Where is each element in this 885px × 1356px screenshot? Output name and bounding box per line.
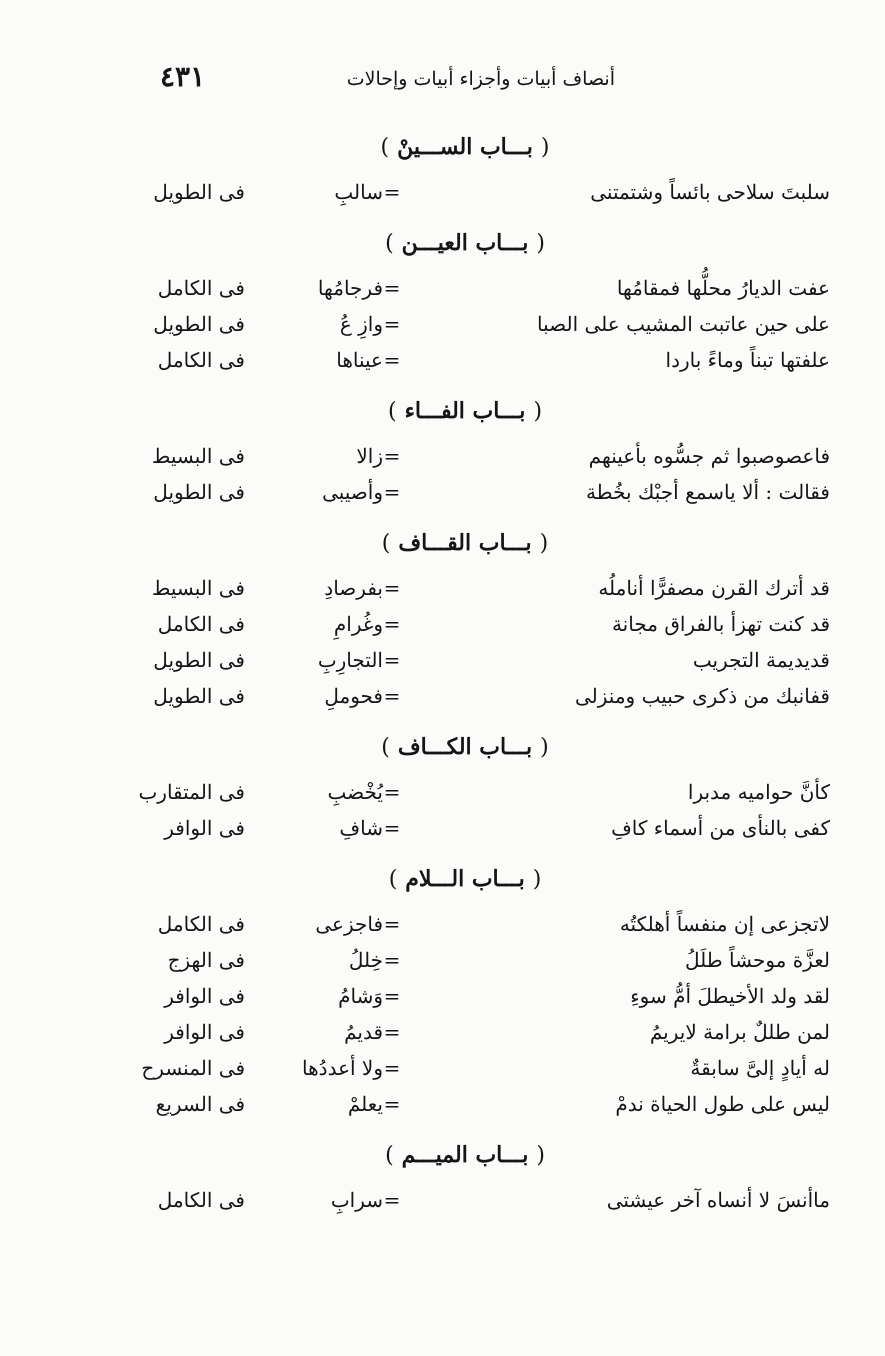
rhyme-word: سالبِ [334, 180, 383, 204]
verse-entry [150, 678, 830, 714]
page-header [160, 60, 615, 100]
verse-first-half: قفانبك من ذكرى حبيب ومنزلى [575, 684, 830, 708]
chapter-title: بـــاب الـــلام [405, 866, 525, 892]
equals-sign: = [383, 1056, 401, 1080]
meter-name: فى الوافر [164, 984, 245, 1008]
verse-entry [150, 474, 830, 510]
equals-sign: = [383, 780, 401, 804]
verse-first-half: ماأنسَ لا أنساه آخر عيشتى [606, 1188, 830, 1212]
verse-first-half: كأنَّ حواميه مدبرا [687, 780, 830, 804]
rhyme-word: فحوملِ [324, 684, 383, 708]
verse-first-half: كفى بالنأى من أسماء كافِ [611, 816, 830, 840]
meter-name: فى الكامل [157, 612, 245, 636]
verse-first-half: علفتها تبناً وماءً باردا [665, 348, 830, 372]
paren-close: ) [381, 735, 390, 760]
rhyme-word: وأصيبى [322, 480, 383, 504]
paren-open: ( [532, 867, 542, 892]
meter-name: فى الطويل [153, 312, 245, 336]
verse-first-half: قد أترك القرن مصفرًّا أناملُه [598, 576, 830, 600]
verse-entry [150, 1086, 830, 1122]
chapter-title: بـــاب العيـــن [401, 230, 529, 256]
rhyme-word: التجارِبِ [317, 648, 383, 672]
verse-entry [150, 906, 830, 942]
meter-name: فى الهزج [167, 948, 245, 972]
verse-entry [150, 1182, 830, 1218]
paren-open: ( [536, 231, 545, 256]
verse-entry [150, 270, 830, 306]
verse-entry [141, 1050, 830, 1086]
rhyme-word: عيناها [336, 348, 383, 372]
rhyme-word: فرجامُها [317, 276, 383, 300]
chapter-section [141, 860, 830, 1122]
rhyme-word: وَشامُ [338, 984, 383, 1008]
meter-name: فى الوافر [164, 816, 245, 840]
paren-open: ( [539, 531, 549, 556]
meter-name: فى الكامل [157, 912, 245, 936]
paren-close: ) [387, 399, 397, 424]
chapter-heading [150, 860, 830, 898]
verse-entry [150, 942, 830, 978]
verse-index [138, 128, 830, 1232]
verse-first-half: على حين عاتبت المشيب على الصبا [537, 312, 830, 336]
verse-entry [150, 342, 830, 378]
paren-close: ) [385, 231, 394, 256]
chapter-heading [150, 1136, 830, 1174]
paren-open: ( [540, 735, 549, 760]
meter-name: فى المنسرح [141, 1056, 245, 1080]
meter-name: فى الوافر [164, 1020, 245, 1044]
verse-first-half: فاعصوصبوا ثم جسُّوه بأعينهم [588, 444, 830, 468]
meter-name: فى البسيط [151, 444, 245, 468]
rhyme-word: ولا أعددُها [302, 1056, 383, 1080]
equals-sign: = [383, 912, 401, 936]
chapter-title: بـــاب الفـــاء [404, 398, 526, 424]
paren-open: ( [533, 399, 543, 424]
verse-first-half: عفت الديارُ محلُّها فمقامُها [616, 276, 830, 300]
chapter-section [150, 224, 830, 378]
chapter-title: بـــاب القـــاف [398, 530, 532, 556]
chapter-section [150, 392, 830, 510]
rhyme-word: فاجزعى [315, 912, 383, 936]
meter-name: فى السريع [155, 1092, 245, 1116]
running-title: أنصاف أبيات وأجزاء أبيات وإحالات [346, 68, 615, 90]
verse-first-half: سلبتَ سلاحى بائساً وشتمتنى [590, 180, 830, 204]
rhyme-word: يُخْضبِ [327, 780, 383, 804]
equals-sign: = [383, 816, 401, 840]
chapter-section [150, 524, 830, 714]
verse-entry [150, 306, 830, 342]
verse-entry [150, 606, 830, 642]
rhyme-word: زالا [356, 444, 383, 468]
verse-first-half: لعزَّة موحشاً طلَلُ [685, 948, 830, 972]
equals-sign: = [383, 1092, 401, 1116]
paren-close: ) [385, 1143, 394, 1168]
chapter-heading [150, 224, 830, 262]
equals-sign: = [383, 612, 401, 636]
rhyme-word: بفرصادِ [324, 576, 383, 600]
paren-close: ) [380, 135, 390, 160]
rhyme-word: وغُرامِ [333, 612, 383, 636]
verse-entry [150, 978, 830, 1014]
chapter-title: بـــاب الميـــم [401, 1142, 529, 1168]
equals-sign: = [383, 984, 401, 1008]
paren-close: ) [388, 867, 398, 892]
verse-first-half: قديديمة التجريب [692, 648, 830, 672]
equals-sign: = [383, 276, 401, 300]
chapter-heading [150, 524, 830, 562]
paren-open: ( [536, 1143, 545, 1168]
chapter-heading [150, 128, 830, 166]
meter-name: فى الكامل [157, 348, 245, 372]
rhyme-word: شافِ [339, 816, 383, 840]
verse-first-half: فقالت : ألا ياسمع أجبْك بخُطة [585, 480, 830, 504]
verse-entry [150, 438, 830, 474]
verse-entry [138, 774, 830, 810]
chapter-section [150, 1136, 830, 1218]
rhyme-word: سرابِ [330, 1188, 383, 1212]
meter-name: فى الطويل [153, 480, 245, 504]
verse-first-half: قد كنت تهزأ بالفراق مجانة [611, 612, 830, 636]
chapter-heading [150, 392, 830, 430]
equals-sign: = [383, 576, 401, 600]
meter-name: فى الكامل [157, 276, 245, 300]
equals-sign: = [383, 444, 401, 468]
equals-sign: = [383, 348, 401, 372]
verse-first-half: لمن طللٌ برامة لايريمُ [649, 1020, 830, 1044]
verse-entry [150, 1014, 830, 1050]
meter-name: فى الطويل [153, 180, 245, 204]
verse-entry [150, 174, 830, 210]
chapter-title: بـــاب الكـــاف [397, 734, 533, 760]
verse-first-half: لاتجزعى إن منفساً أهلكتُه [619, 912, 830, 936]
paren-open: ( [540, 135, 550, 160]
meter-name: فى المتقارب [138, 780, 245, 804]
verse-first-half: ليس على طول الحياة ندمْ [615, 1092, 830, 1116]
chapter-heading [150, 728, 830, 766]
equals-sign: = [383, 648, 401, 672]
page-number: ٤٣١ [160, 60, 206, 93]
rhyme-word: يعلمْ [347, 1092, 383, 1116]
equals-sign: = [383, 1020, 401, 1044]
equals-sign: = [383, 1188, 401, 1212]
rhyme-word: قديمُ [344, 1020, 383, 1044]
verse-entry [150, 810, 830, 846]
equals-sign: = [383, 684, 401, 708]
rhyme-word: خِللُ [348, 948, 383, 972]
rhyme-word: وازِ عُ [339, 312, 383, 336]
meter-name: فى الطويل [153, 684, 245, 708]
equals-sign: = [383, 312, 401, 336]
meter-name: فى الطويل [153, 648, 245, 672]
chapter-section [150, 128, 830, 210]
equals-sign: = [383, 948, 401, 972]
verse-first-half: له أيادٍ إلىَّ سابقةٌ [690, 1056, 830, 1080]
paren-close: ) [381, 531, 391, 556]
chapter-section [138, 728, 830, 846]
equals-sign: = [383, 480, 401, 504]
verse-entry [150, 570, 830, 606]
verse-first-half: لقد ولد الأخيطلَ أمُّ سوءِ [630, 984, 830, 1008]
chapter-title: بـــاب الســـينْ [397, 134, 533, 160]
meter-name: فى الكامل [157, 1188, 245, 1212]
verse-entry [150, 642, 830, 678]
equals-sign: = [383, 180, 401, 204]
meter-name: فى البسيط [151, 576, 245, 600]
